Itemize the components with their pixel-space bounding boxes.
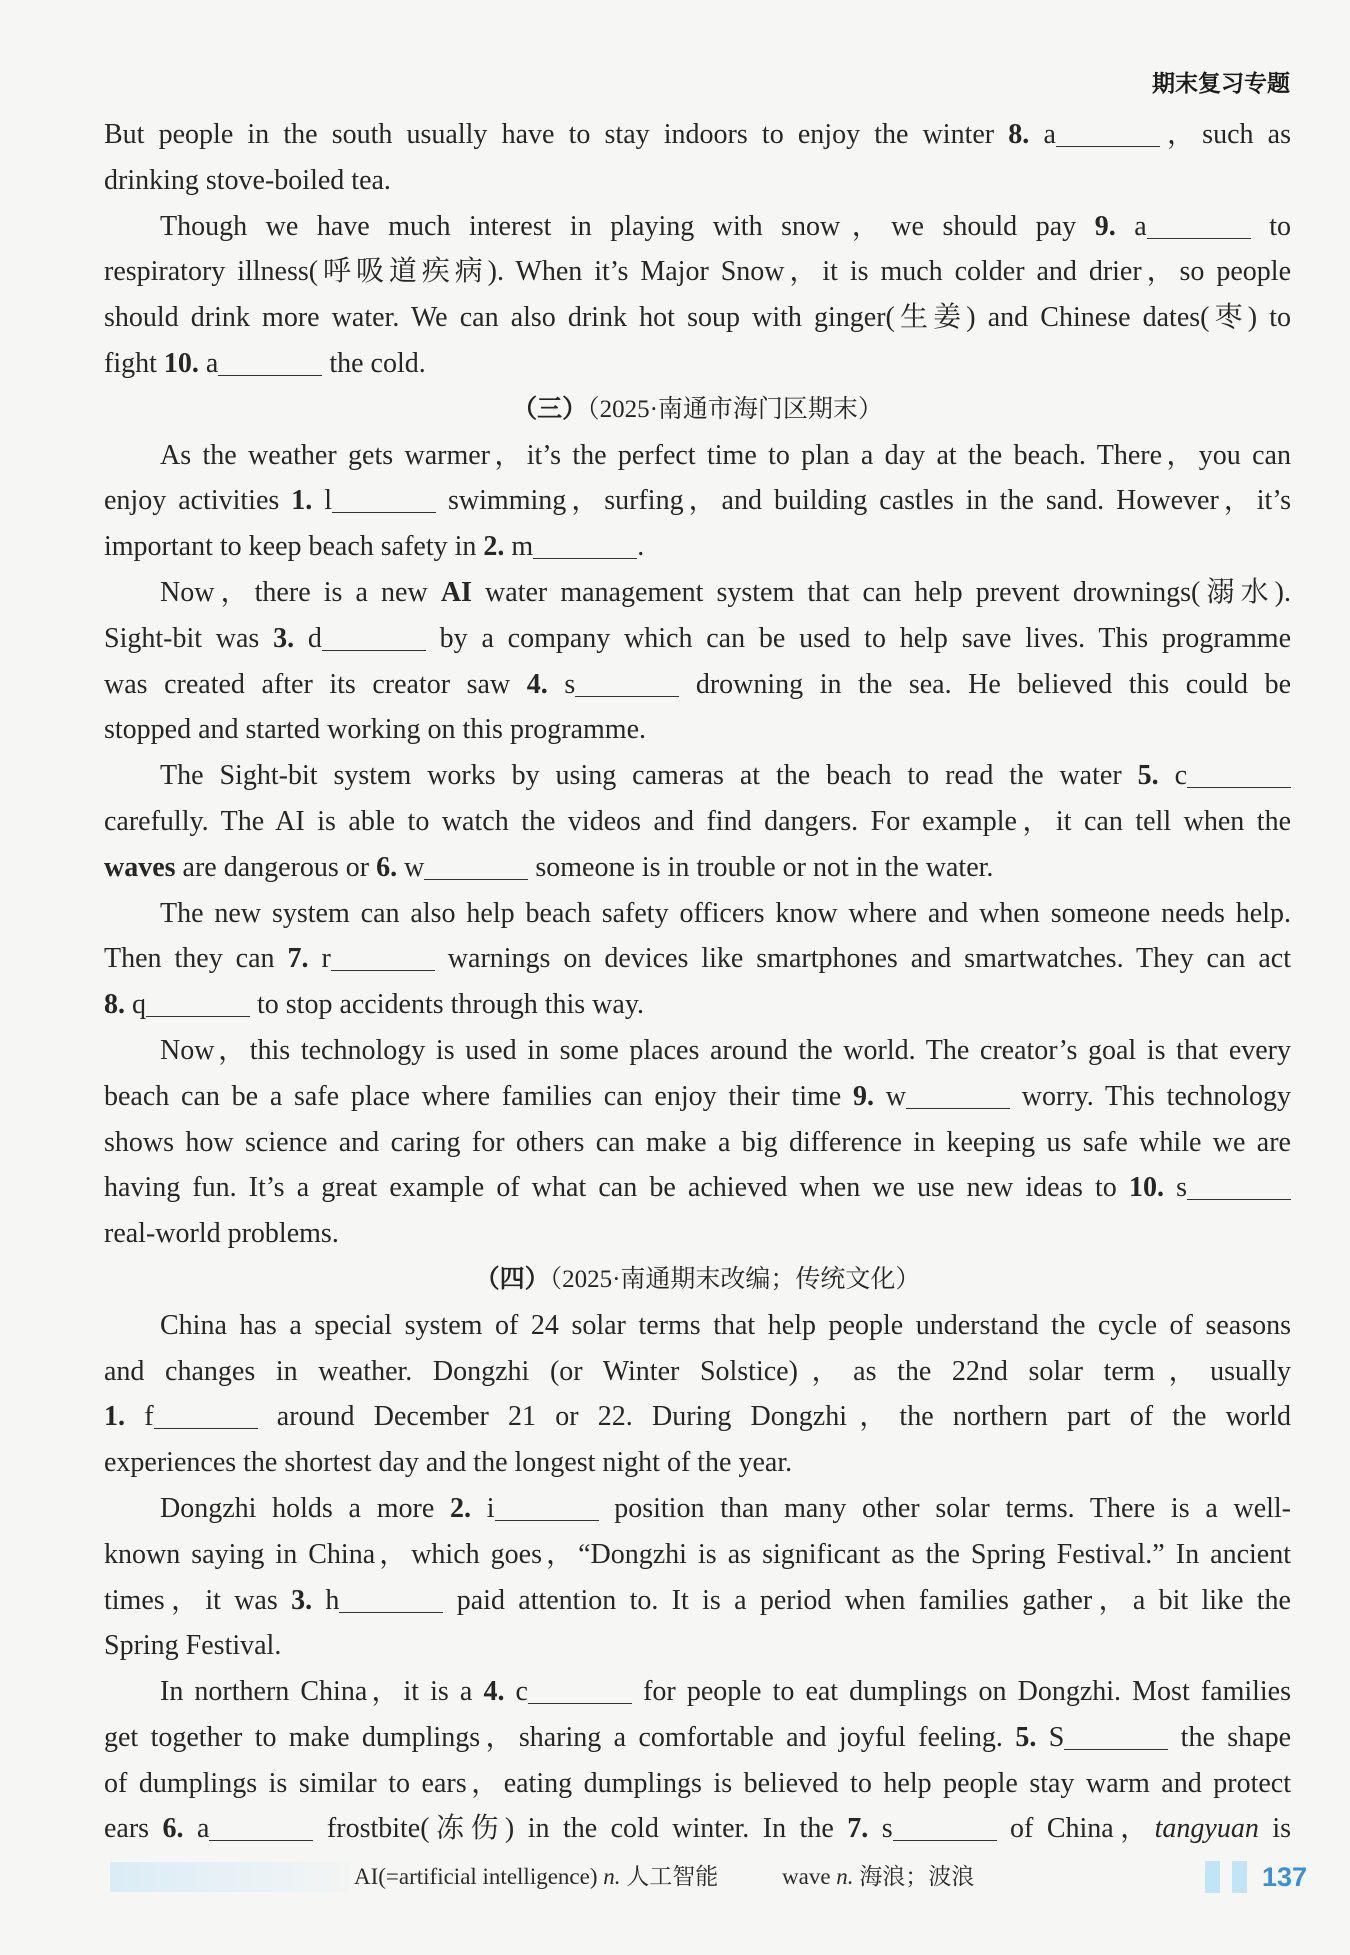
glossary-meaning: 海浪；波浪 [859,1864,975,1889]
passage-text: China has a special system of 24 solar terms that help people understand the cycle of seasons [160,1309,1291,1341]
text-line [104,1486,1291,1532]
text-line [104,433,1291,479]
passage-text: drinking stove-boiled tea. [104,164,391,196]
text-line [104,1669,1291,1715]
glossary-pos: n. [603,1864,621,1889]
question-number: 6. [376,851,398,883]
question-number: 3. [273,622,295,654]
hint-letter: i [486,1492,495,1524]
paragraph [104,1486,1291,1669]
passage-text: carefully. The AI is able to watch the videos and find dangers. For example，it can tell when the [104,805,1291,837]
passage-text: fight [104,347,164,379]
question-blank [1015,1722,1168,1753]
passage-text: warnings on devices like smartphones and smartwatches. They can act [434,943,1292,975]
hint-letter: a [197,1813,210,1845]
text-line [104,1806,1291,1852]
passage-text: important to keep beach safety in [104,531,484,563]
page-number-bar [1205,1861,1220,1893]
passage-text: someone is in trouble or not in the water. [528,851,994,883]
paragraph [104,1028,1291,1257]
answer-blank [1187,786,1291,788]
passage-text: should drink more water. We can also drink hot soup with ginger(生姜) and Chinese dates(枣) to [104,302,1291,334]
italic-text: tangyuan [1154,1813,1259,1845]
passage-text: the shape [1168,1721,1291,1753]
text-line [104,1165,1291,1211]
hint-letter: s [881,1813,893,1845]
passage-body [104,112,1291,1852]
question-blank [483,531,637,562]
text-line [104,1349,1291,1395]
passage-text: respiratory illness(呼吸道疾病). When it’s Major Snow，it is much colder and drier，so people [104,256,1291,288]
paragraph [104,204,1291,387]
hint-letter: c [1174,760,1188,792]
section-heading [104,1257,1291,1303]
question-blank [291,1585,443,1616]
hint-letter: a [205,347,219,379]
passage-text: shows how science and caring for others can make a big difference in keeping us safe while we are [104,1126,1291,1158]
glossary-word: AI(=artificial intelligence) [354,1864,598,1889]
answer-blank [332,511,436,513]
question-number: 8. [1008,119,1030,150]
answer-blank [575,695,679,697]
passage-text: Now，this technology is used in some places around the world. The creator’s goal is that every [160,1034,1291,1066]
hint-letter: r [321,943,331,975]
question-number: 4. [483,1676,505,1708]
section-heading-label: （三） [512,395,588,423]
text-line [104,1623,1291,1669]
hint-letter: w [404,851,425,883]
hint-letter: a [1134,210,1147,242]
passage-text: known saying in China，which goes，“Dongzhi is as significant as the Spring Festival.” In ancient [104,1538,1291,1570]
hint-letter: h [325,1584,340,1616]
text-line [104,799,1291,845]
text-line [104,1761,1291,1807]
page-number-bar [1232,1861,1247,1893]
question-number: 9. [852,1080,874,1112]
hint-letter: s [1176,1172,1187,1204]
text-line [104,753,1291,799]
question-number: 2. [483,531,505,563]
passage-text: is [1258,1813,1292,1845]
section-heading-source: （2025·南通市海门区期末） [587,395,883,423]
hint-letter: q [132,989,146,1021]
question-blank [376,852,528,883]
passage-text: times，it was [104,1584,292,1616]
text-line [104,570,1291,616]
section-heading-label: （四） [474,1265,550,1293]
passage-text: Sight-bit was [104,622,274,654]
answer-blank [1056,145,1160,147]
passage-text: having fun. It’s a great example of what can be achieved when we use new ideas to [104,1172,1129,1204]
text-line [104,1715,1291,1761]
question-blank [1138,760,1291,791]
passage-text: by a company which can be used to help save lives. This programme [425,622,1291,654]
page-header-title: 期末复习专题 [1152,71,1290,96]
text-line [104,524,1291,570]
question-number: 10. [1128,1172,1164,1204]
text-line [104,1211,1291,1257]
question-number: 5. [1137,760,1159,792]
footer-glossary [354,1861,974,1893]
passage-text: to [1250,210,1291,242]
answer-blank [154,1427,258,1429]
paragraph [104,891,1291,1028]
answer-blank [906,1107,1010,1109]
passage-text: real-world problems. [104,1218,339,1250]
passage-text: around December 21 or 22. During Dongzhi，the northern part of the world [257,1401,1291,1433]
hint-letter: l [324,485,333,517]
answer-blank [339,1611,443,1613]
section-heading-source: （2025·南通期末改编；传统文化） [549,1265,921,1293]
text-line [104,341,1291,387]
answer-blank [893,1839,997,1841]
passage-text: position than many other solar terms. There is a well- [598,1492,1292,1524]
passage-text: swimming，surfing，and building castles in the sand. However，it’s [436,485,1291,517]
hint-letter: s [564,668,576,700]
bold-text: waves [104,851,176,883]
question-blank [1095,211,1251,242]
question-blank [164,348,322,379]
question-number: 7. [847,1813,869,1845]
answer-blank [533,557,637,559]
text-line [104,891,1291,937]
question-blank [483,1676,632,1707]
text-line [104,1532,1291,1578]
passage-text: Now，there is a new [160,576,441,608]
answer-blank [218,374,322,376]
question-number: 1. [104,1401,125,1433]
passage-text: worry. This technology [1009,1080,1291,1112]
passage-text: ，such as [1159,119,1291,150]
passage-text: But people in the south usually have to stay indoors to enjoy the winter [104,119,1009,150]
text-line [104,158,1291,204]
bold-text: AI [440,576,472,608]
answer-blank [146,1015,250,1017]
passage-text: the cold. [322,347,426,379]
text-line [104,249,1291,295]
question-blank [1129,1172,1291,1203]
passage-text: and changes in weather. Dongzhi (or Winter Solstice)，as the 22nd solar term，usually [104,1355,1291,1387]
passage-text: ears [104,1813,163,1845]
passage-section [104,112,1291,387]
passage-text: enjoy activities [104,485,292,517]
question-number: 6. [162,1813,184,1845]
question-blank [853,1081,1010,1112]
passage-text: for people to eat dumplings on Dongzhi. Most families [631,1676,1292,1708]
passage-section [104,1257,1291,1852]
question-number: 3. [291,1584,313,1616]
text-line [104,112,1291,158]
passage-section [104,387,1291,1257]
hint-letter: c [515,1676,528,1708]
hint-letter: m [511,531,534,563]
question-number: 4. [526,668,548,700]
passage-text: of China， [996,1813,1155,1845]
paragraph [104,753,1291,890]
passage-text: The Sight-bit system works by using cameras at the beach to read the water [160,760,1138,792]
question-blank [291,485,436,516]
passage-text: was created after its creator saw [104,668,527,700]
answer-blank [528,1702,632,1704]
glossary-entry [782,1864,974,1889]
text-line [104,982,1291,1028]
passage-text: Then they can [104,943,288,975]
question-blank [847,1813,996,1844]
paragraph [104,112,1291,204]
text-line [104,1303,1291,1349]
text-line [104,845,1291,891]
text-line [104,936,1291,982]
answer-blank [331,969,435,971]
question-blank [450,1493,599,1524]
question-blank [527,669,679,700]
answer-blank [424,878,528,880]
text-line [104,707,1291,753]
question-number: 8. [104,989,125,1021]
answer-blank [495,1519,599,1521]
paragraph [104,1669,1291,1852]
answer-blank [322,649,426,651]
passage-text: Spring Festival. [104,1630,282,1662]
glossary-meaning: 人工智能 [626,1864,719,1889]
text-line [104,662,1291,708]
question-blank [273,623,426,654]
footer-decorative-band [110,1862,350,1892]
section-heading [104,387,1291,433]
answer-blank [1187,1198,1291,1200]
passage-text: In northern China，it is a [160,1676,484,1708]
passage-text: to stop accidents through this way. [250,989,645,1021]
question-number: 10. [163,347,199,379]
answer-blank [1147,237,1251,239]
passage-text: stopped and started working on this programme. [104,714,647,746]
passage-text: Though we have much interest in playing with snow，we should pay [160,210,1095,242]
passage-text: beach can be a safe place where families can enjoy their time [104,1080,853,1112]
hint-letter: w [885,1080,906,1112]
passage-text: are dangerous or [175,851,377,883]
question-blank [163,1813,314,1844]
passage-text: experiences the shortest day and the longest night of the year. [104,1447,793,1479]
text-line [104,478,1291,524]
paragraph [104,570,1291,753]
text-line [104,1028,1291,1074]
hint-letter: d [307,622,322,654]
passage-text: . [637,531,645,563]
text-line [104,1578,1291,1624]
text-line [104,1120,1291,1166]
text-line [104,295,1291,341]
paragraph [104,433,1291,570]
question-number: 7. [287,943,309,975]
passage-text: As the weather gets warmer，it’s the perfect time to plan a day at the beach. There，you can [160,439,1291,471]
passage-text: Dongzhi holds a more [160,1492,450,1524]
passage-text: drowning in the sea. He believed this could be [679,668,1291,700]
paragraph [104,1303,1291,1486]
hint-letter: a [1043,119,1056,150]
page-number: 137 [1262,1862,1308,1892]
hint-letter: f [144,1401,154,1433]
text-line [104,204,1291,250]
glossary-pos: n. [836,1864,854,1889]
question-number: 2. [449,1492,471,1524]
question-blank [288,943,435,974]
passage-text: of dumplings is similar to ears，eating dumplings is believed to help people stay warm and protect [104,1767,1291,1799]
answer-blank [1064,1748,1168,1750]
passage-text: paid attention to. It is a period when families gather，a bit like the [443,1584,1291,1616]
passage-text: frostbite(冻伤) in the cold winter. In the [313,1813,848,1845]
text-line [104,1074,1291,1120]
glossary-word: wave [782,1864,831,1889]
passage-text: The new system can also help beach safety officers know where and when someone needs help. [160,897,1291,929]
text-line [104,1394,1291,1440]
passage-text: get together to make dumplings，sharing a comfortable and joyful feeling. [104,1721,1016,1753]
question-number: 5. [1015,1721,1037,1753]
question-blank [104,1401,258,1432]
answer-blank [209,1839,313,1841]
passage-text: water management system that can help prevent drownings(溺水). [471,576,1292,608]
text-line [104,1440,1291,1486]
question-number: 9. [1094,210,1116,242]
text-line [104,616,1291,662]
question-blank [104,989,250,1020]
glossary-entry [354,1864,724,1889]
question-number: 1. [291,485,313,517]
hint-letter: S [1048,1721,1065,1753]
question-blank [1008,119,1160,150]
